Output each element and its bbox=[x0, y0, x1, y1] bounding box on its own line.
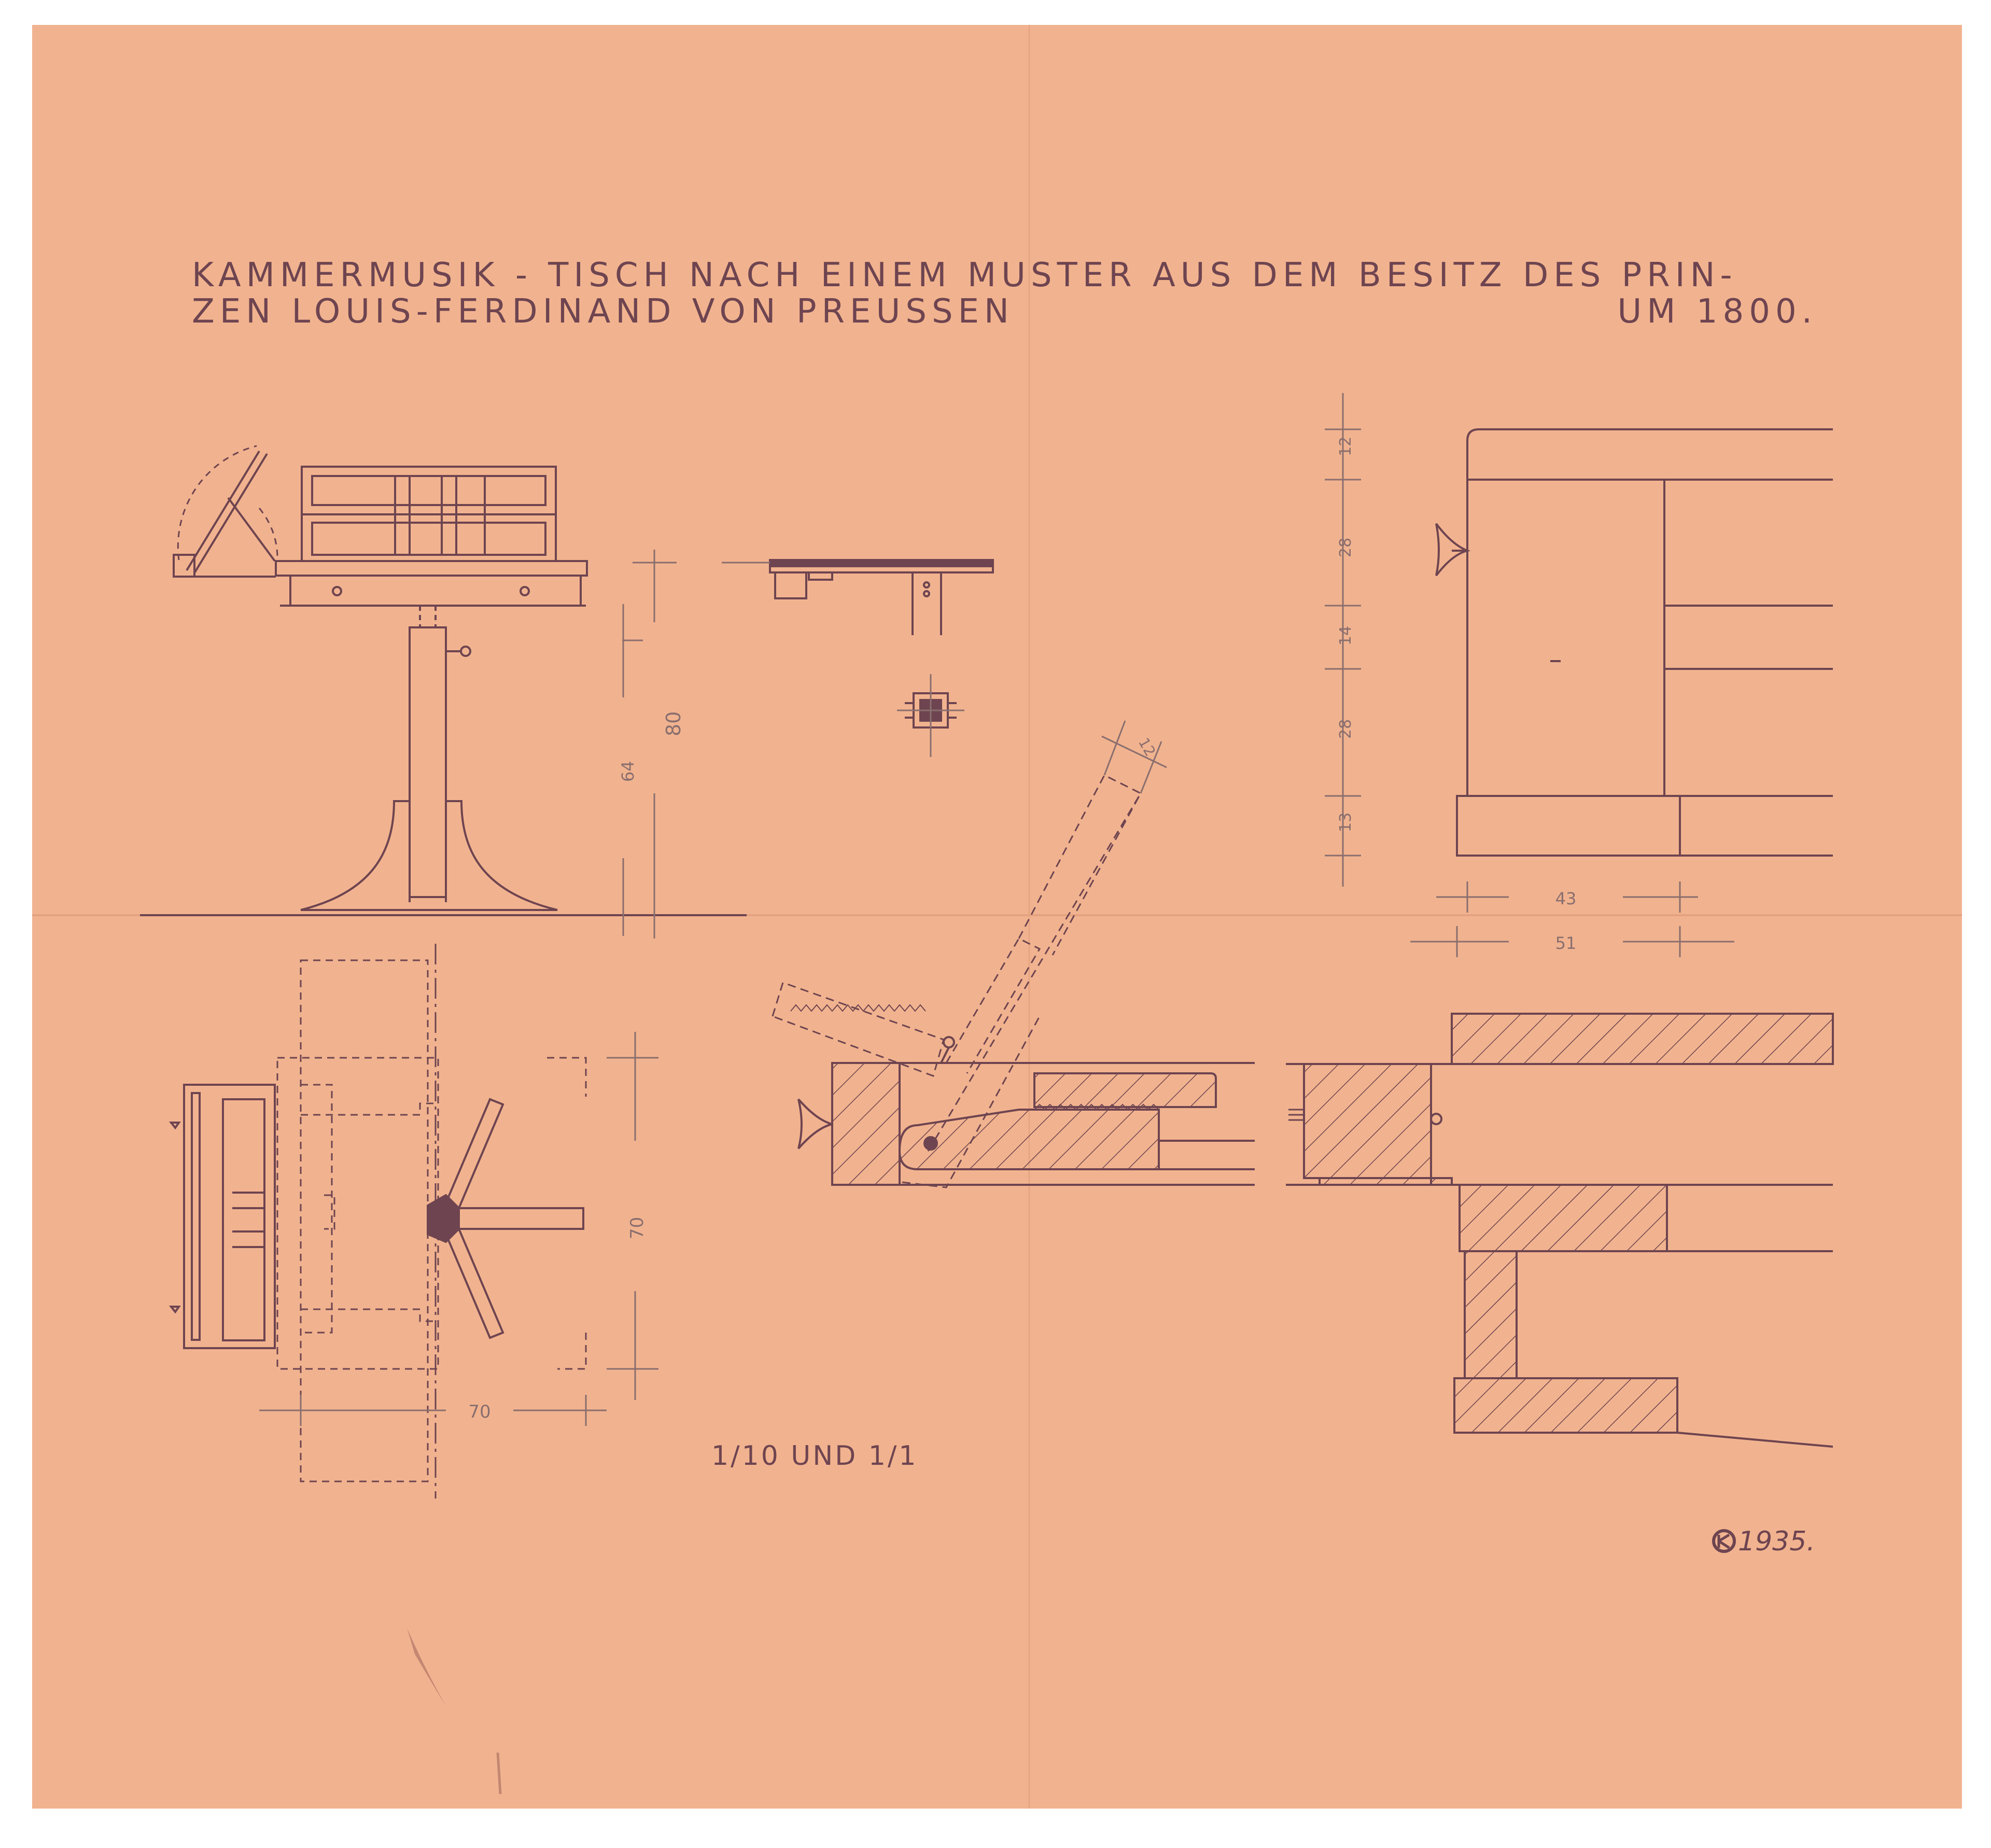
dim-height-total: 80 bbox=[662, 711, 685, 736]
dim-right-h1: 43 bbox=[1555, 889, 1577, 908]
dim-right-v5: 13 bbox=[1337, 812, 1355, 832]
dim-plan-vertical: 70 bbox=[627, 1216, 648, 1239]
title-line-1: KAMMERMUSIK - TISCH NACH EINEM MUSTER AUS DEM BESITZ DES PRIN- bbox=[192, 256, 1737, 295]
dim-plan-horizontal: 70 bbox=[468, 1402, 491, 1422]
signature-year: 1935. bbox=[1738, 1526, 1815, 1557]
dim-lid-thickness: 12 bbox=[1134, 735, 1159, 760]
dim-right-v3: 14 bbox=[1337, 625, 1355, 646]
dim-right-h2: 51 bbox=[1555, 933, 1577, 953]
dim-right-v1: 12 bbox=[1337, 436, 1355, 456]
dim-height-column: 64 bbox=[618, 761, 638, 782]
title-line-2-left: ZEN LOUIS-FERDINAND VON PREUSSEN bbox=[192, 292, 1014, 331]
dim-right-v2: 28 bbox=[1337, 537, 1355, 557]
scale-note: 1/10 UND 1/1 bbox=[711, 1440, 918, 1472]
dim-right-v4: 28 bbox=[1337, 719, 1355, 739]
title-line-2-right: UM 1800. bbox=[1617, 292, 1817, 331]
